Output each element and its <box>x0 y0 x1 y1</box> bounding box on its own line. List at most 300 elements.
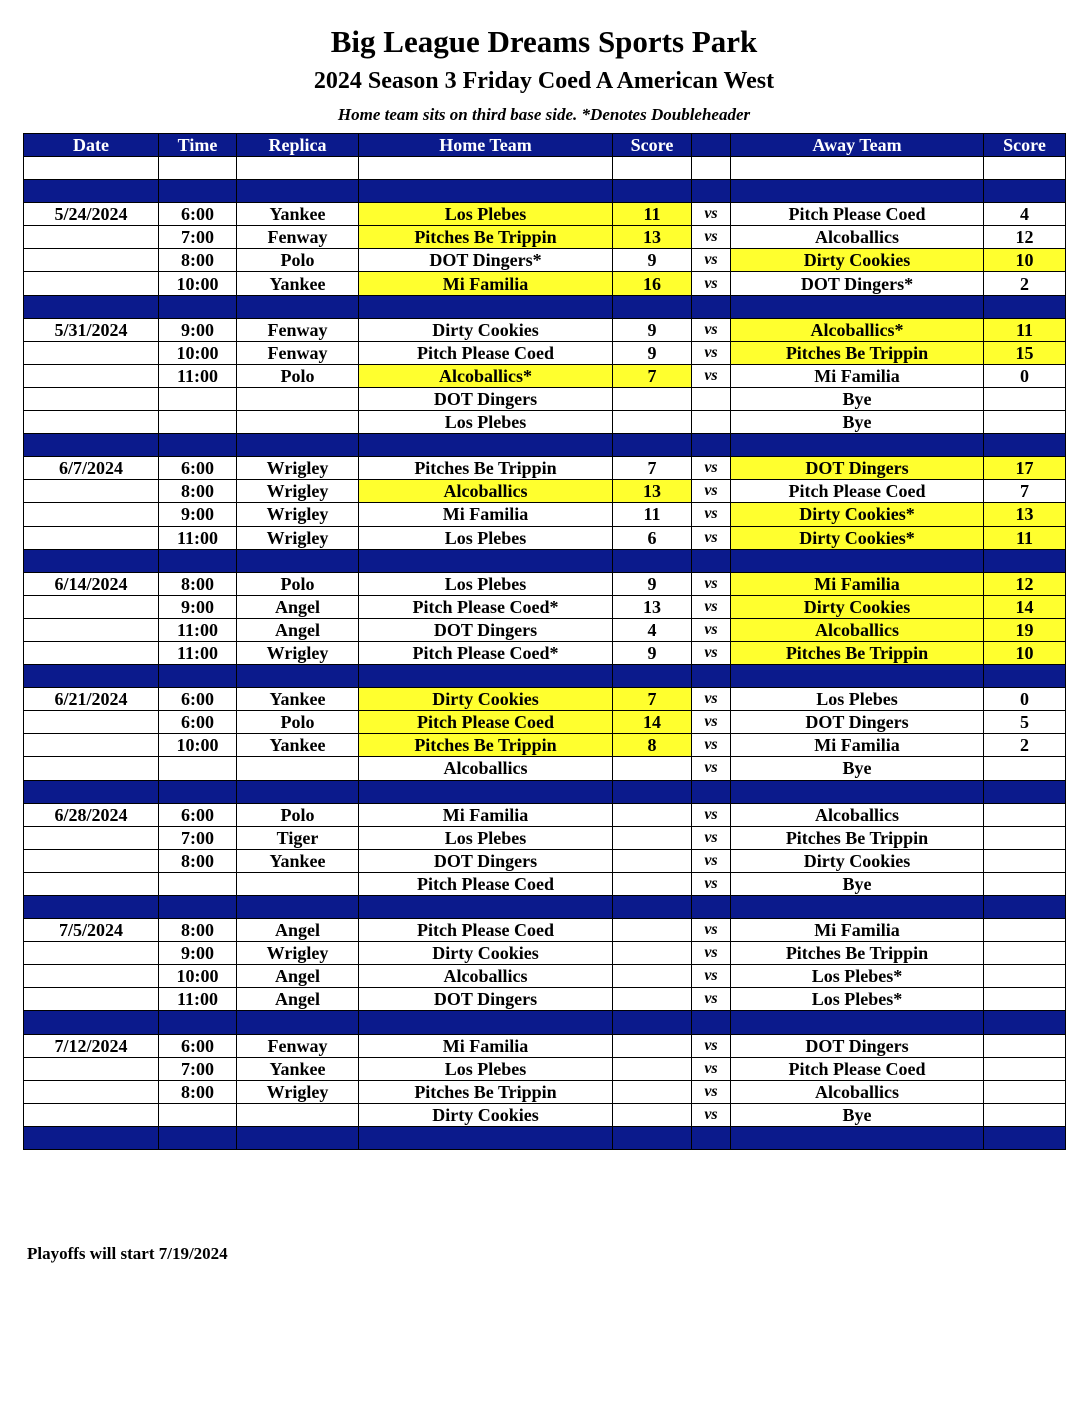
vs-cell <box>692 780 731 803</box>
away-team-cell: Mi Familia <box>731 572 984 595</box>
game-row <box>24 318 1066 341</box>
home-team-cell: Los Plebes <box>359 826 613 849</box>
replica-cell <box>237 1011 359 1034</box>
time-cell: 6:00 <box>159 803 237 826</box>
col-replica-header: Replica <box>237 134 359 157</box>
away-score-cell: 11 <box>984 526 1066 549</box>
home-score-cell: 9 <box>613 641 692 664</box>
week-separator-row <box>24 549 1066 572</box>
away-team-cell: Bye <box>731 411 984 434</box>
time-cell <box>159 387 237 410</box>
away-team-cell <box>731 434 984 457</box>
replica-cell: Yankee <box>237 849 359 872</box>
time-cell <box>159 665 237 688</box>
replica-cell: Polo <box>237 249 359 272</box>
replica-cell: Polo <box>237 364 359 387</box>
game-row <box>24 757 1066 780</box>
time-cell: 11:00 <box>159 618 237 641</box>
home-team-cell <box>359 157 613 180</box>
away-score-cell <box>984 1034 1066 1057</box>
date-cell: 6/28/2024 <box>24 803 159 826</box>
home-score-cell: 9 <box>613 249 692 272</box>
date-cell <box>24 826 159 849</box>
replica-cell: Yankee <box>237 688 359 711</box>
away-score-cell: 0 <box>984 688 1066 711</box>
home-team-cell: Los Plebes <box>359 411 613 434</box>
game-row <box>24 965 1066 988</box>
time-cell: 6:00 <box>159 688 237 711</box>
away-team-cell: Pitches Be Trippin <box>731 341 984 364</box>
time-cell: 11:00 <box>159 641 237 664</box>
away-score-cell <box>984 942 1066 965</box>
away-team-cell: Pitches Be Trippin <box>731 641 984 664</box>
away-team-cell <box>731 1126 984 1149</box>
home-team-cell: Pitch Please Coed* <box>359 641 613 664</box>
date-cell <box>24 711 159 734</box>
away-team-cell: DOT Dingers <box>731 457 984 480</box>
away-team-cell: Mi Familia <box>731 734 984 757</box>
home-score-cell <box>613 896 692 919</box>
game-row <box>24 734 1066 757</box>
away-team-cell: Los Plebes* <box>731 988 984 1011</box>
replica-cell: Wrigley <box>237 641 359 664</box>
vs-cell <box>692 665 731 688</box>
away-team-cell: DOT Dingers <box>731 711 984 734</box>
col-date-header: Date <box>24 134 159 157</box>
col-away-score-header: Score <box>984 134 1066 157</box>
time-cell <box>159 295 237 318</box>
home-score-cell: 7 <box>613 364 692 387</box>
home-team-cell <box>359 434 613 457</box>
time-cell <box>159 549 237 572</box>
home-team-cell: Alcoballics <box>359 757 613 780</box>
time-cell: 9:00 <box>159 318 237 341</box>
away-score-cell <box>984 411 1066 434</box>
week-separator-row <box>24 295 1066 318</box>
week-separator-row <box>24 434 1066 457</box>
game-row <box>24 480 1066 503</box>
vs-cell: vs <box>692 503 731 526</box>
away-team-cell: Dirty Cookies <box>731 249 984 272</box>
game-row <box>24 272 1066 295</box>
away-team-cell: Bye <box>731 872 984 895</box>
week-separator-row <box>24 1126 1066 1149</box>
date-cell <box>24 896 159 919</box>
home-score-cell: 13 <box>613 226 692 249</box>
home-score-cell <box>613 411 692 434</box>
time-cell <box>159 1103 237 1126</box>
playoffs-note: Playoffs will start 7/19/2024 <box>27 1244 228 1263</box>
home-team-cell: Pitch Please Coed <box>359 341 613 364</box>
time-cell: 9:00 <box>159 595 237 618</box>
away-score-cell: 10 <box>984 641 1066 664</box>
schedule-table <box>23 133 1066 1150</box>
date-cell <box>24 341 159 364</box>
home-team-cell: Los Plebes <box>359 203 613 226</box>
home-score-cell <box>613 157 692 180</box>
replica-cell: Fenway <box>237 341 359 364</box>
away-score-cell: 10 <box>984 249 1066 272</box>
away-team-cell: Dirty Cookies <box>731 849 984 872</box>
date-cell <box>24 618 159 641</box>
vs-cell: vs <box>692 849 731 872</box>
date-cell: 5/24/2024 <box>24 203 159 226</box>
game-row <box>24 364 1066 387</box>
vs-cell <box>692 1126 731 1149</box>
replica-cell: Angel <box>237 618 359 641</box>
col-away-team-header: Away Team <box>731 134 984 157</box>
time-cell: 7:00 <box>159 826 237 849</box>
away-team-cell: Alcoballics <box>731 618 984 641</box>
home-team-cell: Los Plebes <box>359 526 613 549</box>
date-cell <box>24 965 159 988</box>
game-row <box>24 988 1066 1011</box>
game-row <box>24 411 1066 434</box>
date-cell: 6/21/2024 <box>24 688 159 711</box>
home-team-cell <box>359 549 613 572</box>
game-row <box>24 942 1066 965</box>
home-team-cell <box>359 896 613 919</box>
replica-cell: Yankee <box>237 734 359 757</box>
away-score-cell <box>984 757 1066 780</box>
home-score-cell: 6 <box>613 526 692 549</box>
home-team-cell: Pitches Be Trippin <box>359 457 613 480</box>
vs-cell: vs <box>692 203 731 226</box>
away-team-cell: Dirty Cookies* <box>731 503 984 526</box>
away-score-cell: 2 <box>984 734 1066 757</box>
vs-cell: vs <box>692 1080 731 1103</box>
away-team-cell <box>731 157 984 180</box>
date-cell <box>24 734 159 757</box>
week-separator-row <box>24 780 1066 803</box>
away-team-cell <box>731 665 984 688</box>
home-team-cell <box>359 1126 613 1149</box>
home-score-cell <box>613 549 692 572</box>
replica-cell: Angel <box>237 965 359 988</box>
home-team-cell <box>359 1011 613 1034</box>
away-score-cell <box>984 826 1066 849</box>
schedule-body <box>24 157 1066 1150</box>
replica-cell: Polo <box>237 711 359 734</box>
home-score-cell <box>613 434 692 457</box>
col-vs-header <box>692 134 731 157</box>
replica-cell: Wrigley <box>237 503 359 526</box>
week-separator-row <box>24 896 1066 919</box>
home-score-cell: 7 <box>613 457 692 480</box>
away-team-cell: Pitches Be Trippin <box>731 942 984 965</box>
away-team-cell: Dirty Cookies* <box>731 526 984 549</box>
home-score-cell: 9 <box>613 318 692 341</box>
home-score-cell <box>613 1080 692 1103</box>
date-cell <box>24 641 159 664</box>
time-cell: 10:00 <box>159 341 237 364</box>
date-cell <box>24 249 159 272</box>
game-row <box>24 457 1066 480</box>
table-header-row <box>24 134 1066 157</box>
away-team-cell <box>731 295 984 318</box>
away-score-cell <box>984 157 1066 180</box>
away-team-cell: Pitch Please Coed <box>731 203 984 226</box>
away-team-cell: Los Plebes <box>731 688 984 711</box>
home-score-cell <box>613 387 692 410</box>
time-cell: 11:00 <box>159 526 237 549</box>
replica-cell: Wrigley <box>237 1080 359 1103</box>
away-score-cell <box>984 665 1066 688</box>
time-cell: 10:00 <box>159 734 237 757</box>
date-cell <box>24 526 159 549</box>
replica-cell <box>237 180 359 203</box>
time-cell: 8:00 <box>159 480 237 503</box>
away-score-cell: 15 <box>984 341 1066 364</box>
home-score-cell <box>613 872 692 895</box>
time-cell <box>159 157 237 180</box>
home-team-cell: Dirty Cookies <box>359 688 613 711</box>
away-score-cell: 5 <box>984 711 1066 734</box>
time-cell: 8:00 <box>159 849 237 872</box>
home-team-cell: DOT Dingers <box>359 618 613 641</box>
date-cell <box>24 1057 159 1080</box>
vs-cell: vs <box>692 526 731 549</box>
home-team-cell: DOT Dingers <box>359 988 613 1011</box>
week-separator-row <box>24 665 1066 688</box>
replica-cell <box>237 295 359 318</box>
home-score-cell <box>613 1034 692 1057</box>
away-team-cell <box>731 896 984 919</box>
home-score-cell <box>613 849 692 872</box>
home-team-cell: Dirty Cookies <box>359 942 613 965</box>
game-row <box>24 641 1066 664</box>
home-score-cell <box>613 1057 692 1080</box>
date-cell <box>24 295 159 318</box>
home-team-cell: DOT Dingers <box>359 849 613 872</box>
replica-cell <box>237 757 359 780</box>
time-cell: 8:00 <box>159 919 237 942</box>
home-score-cell <box>613 180 692 203</box>
vs-cell: vs <box>692 480 731 503</box>
away-score-cell: 13 <box>984 503 1066 526</box>
game-row <box>24 618 1066 641</box>
home-score-cell <box>613 757 692 780</box>
away-score-cell: 7 <box>984 480 1066 503</box>
home-score-cell: 16 <box>613 272 692 295</box>
replica-cell: Yankee <box>237 272 359 295</box>
home-score-cell: 4 <box>613 618 692 641</box>
vs-cell <box>692 387 731 410</box>
date-cell <box>24 180 159 203</box>
vs-cell <box>692 434 731 457</box>
date-cell <box>24 988 159 1011</box>
away-team-cell: Mi Familia <box>731 364 984 387</box>
away-team-cell <box>731 180 984 203</box>
away-score-cell <box>984 849 1066 872</box>
away-score-cell <box>984 1103 1066 1126</box>
away-team-cell: Dirty Cookies <box>731 595 984 618</box>
away-score-cell: 17 <box>984 457 1066 480</box>
replica-cell <box>237 1126 359 1149</box>
time-cell: 6:00 <box>159 1034 237 1057</box>
vs-cell: vs <box>692 942 731 965</box>
away-team-cell <box>731 1011 984 1034</box>
date-cell <box>24 364 159 387</box>
away-score-cell <box>984 387 1066 410</box>
vs-cell <box>692 295 731 318</box>
away-score-cell <box>984 434 1066 457</box>
game-row <box>24 387 1066 410</box>
home-team-cell: DOT Dingers <box>359 387 613 410</box>
game-row <box>24 872 1066 895</box>
replica-cell <box>237 1103 359 1126</box>
game-row <box>24 849 1066 872</box>
date-cell <box>24 849 159 872</box>
away-score-cell <box>984 1080 1066 1103</box>
vs-cell: vs <box>692 803 731 826</box>
vs-cell: vs <box>692 1034 731 1057</box>
vs-cell: vs <box>692 272 731 295</box>
game-row <box>24 203 1066 226</box>
time-cell: 8:00 <box>159 1080 237 1103</box>
replica-cell: Wrigley <box>237 457 359 480</box>
time-cell: 11:00 <box>159 364 237 387</box>
replica-cell: Fenway <box>237 226 359 249</box>
home-score-cell: 14 <box>613 711 692 734</box>
away-team-cell: Pitches Be Trippin <box>731 826 984 849</box>
replica-cell <box>237 665 359 688</box>
home-score-cell <box>613 665 692 688</box>
home-score-cell <box>613 988 692 1011</box>
game-row <box>24 711 1066 734</box>
time-cell: 10:00 <box>159 965 237 988</box>
away-score-cell <box>984 803 1066 826</box>
date-cell <box>24 780 159 803</box>
vs-cell <box>692 180 731 203</box>
replica-cell: Angel <box>237 595 359 618</box>
away-team-cell: Alcoballics <box>731 803 984 826</box>
vs-cell: vs <box>692 1103 731 1126</box>
page-subtitle: 2024 Season 3 Friday Coed A American West <box>313 68 775 94</box>
date-cell <box>24 226 159 249</box>
home-score-cell <box>613 780 692 803</box>
vs-cell: vs <box>692 595 731 618</box>
home-score-cell: 11 <box>613 503 692 526</box>
replica-cell: Wrigley <box>237 942 359 965</box>
date-cell <box>24 387 159 410</box>
home-team-cell: Dirty Cookies <box>359 1103 613 1126</box>
date-cell: 7/12/2024 <box>24 1034 159 1057</box>
time-cell <box>159 411 237 434</box>
date-cell <box>24 157 159 180</box>
home-score-cell <box>613 1103 692 1126</box>
home-team-cell: Los Plebes <box>359 572 613 595</box>
replica-cell <box>237 896 359 919</box>
col-home-score-header: Score <box>613 134 692 157</box>
time-cell: 9:00 <box>159 942 237 965</box>
date-cell <box>24 411 159 434</box>
away-team-cell: Pitch Please Coed <box>731 480 984 503</box>
vs-cell: vs <box>692 688 731 711</box>
away-team-cell: Bye <box>731 1103 984 1126</box>
schedule-note: Home team sits on third base side. *Denotes Doubleheader <box>337 105 751 124</box>
away-score-cell: 0 <box>984 364 1066 387</box>
home-team-cell: Pitch Please Coed* <box>359 595 613 618</box>
date-cell <box>24 942 159 965</box>
date-cell <box>24 872 159 895</box>
vs-cell: vs <box>692 919 731 942</box>
time-cell <box>159 896 237 919</box>
home-team-cell: Mi Familia <box>359 272 613 295</box>
replica-cell <box>237 549 359 572</box>
home-score-cell <box>613 1126 692 1149</box>
vs-cell <box>692 896 731 919</box>
away-team-cell <box>731 549 984 572</box>
game-row <box>24 1034 1066 1057</box>
home-team-cell <box>359 180 613 203</box>
vs-cell: vs <box>692 711 731 734</box>
vs-cell: vs <box>692 641 731 664</box>
home-score-cell: 9 <box>613 341 692 364</box>
home-team-cell: Los Plebes <box>359 1057 613 1080</box>
date-cell <box>24 1011 159 1034</box>
home-team-cell: Mi Familia <box>359 1034 613 1057</box>
time-cell <box>159 434 237 457</box>
time-cell: 7:00 <box>159 226 237 249</box>
time-cell: 9:00 <box>159 503 237 526</box>
date-cell <box>24 757 159 780</box>
col-home-team-header: Home Team <box>359 134 613 157</box>
date-cell: 5/31/2024 <box>24 318 159 341</box>
home-team-cell: Alcoballics* <box>359 364 613 387</box>
time-cell <box>159 1126 237 1149</box>
away-score-cell <box>984 1057 1066 1080</box>
game-row <box>24 226 1066 249</box>
vs-cell: vs <box>692 734 731 757</box>
blank-row <box>24 157 1066 180</box>
away-score-cell <box>984 295 1066 318</box>
home-score-cell: 13 <box>613 595 692 618</box>
away-score-cell <box>984 180 1066 203</box>
game-row <box>24 688 1066 711</box>
vs-cell <box>692 157 731 180</box>
away-score-cell: 19 <box>984 618 1066 641</box>
replica-cell: Wrigley <box>237 480 359 503</box>
home-team-cell: Dirty Cookies <box>359 318 613 341</box>
game-row <box>24 595 1066 618</box>
date-cell <box>24 272 159 295</box>
game-row <box>24 1103 1066 1126</box>
away-team-cell: Bye <box>731 387 984 410</box>
away-score-cell <box>984 1126 1066 1149</box>
away-score-cell: 14 <box>984 595 1066 618</box>
date-cell <box>24 480 159 503</box>
replica-cell: Wrigley <box>237 526 359 549</box>
home-team-cell <box>359 780 613 803</box>
replica-cell <box>237 434 359 457</box>
vs-cell: vs <box>692 457 731 480</box>
vs-cell: vs <box>692 572 731 595</box>
away-team-cell: Alcoballics* <box>731 318 984 341</box>
vs-cell: vs <box>692 872 731 895</box>
time-cell <box>159 757 237 780</box>
home-team-cell: Alcoballics <box>359 480 613 503</box>
col-time-header: Time <box>159 134 237 157</box>
time-cell <box>159 1011 237 1034</box>
away-score-cell <box>984 919 1066 942</box>
game-row <box>24 919 1066 942</box>
away-team-cell: Alcoballics <box>731 226 984 249</box>
vs-cell: vs <box>692 249 731 272</box>
away-score-cell: 2 <box>984 272 1066 295</box>
home-team-cell: Pitch Please Coed <box>359 711 613 734</box>
away-team-cell <box>731 780 984 803</box>
